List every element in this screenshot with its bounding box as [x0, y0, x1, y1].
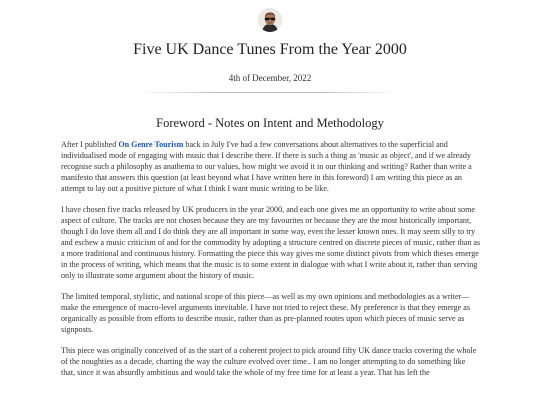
- section-heading: Foreword - Notes on Intent and Methodology: [156, 116, 384, 130]
- page-title: Five UK Dance Tunes From the Year 2000: [133, 41, 407, 58]
- paragraph-1: [61, 139, 481, 194]
- article-body: [61, 139, 481, 388]
- paragraph-2: I have chosen five tracks released by UK producers in the year 2000, and each one gives me an opportunity to write about some aspect of culture. The tracks are not chosen because they are my favourites or because they are the most historically important, though I do love them all and I do think they are all important in some way, even the lesser known ones. It may seem silly to try and eschew a music criticism of and for the commodity by adopting a structure centred on discrete pieces of music, rather than as a more traditional and continuous history. Formatting the piece this way gives me some distinct pivots from which theses emerge in the process of writing, which means that the music is to some extent in dialogue with what I write about it, rather than serving only to illustrate some argument about the history of music.: [61, 205, 481, 280]
- on-genre-tourism-link[interactable]: On Genre Tourism: [118, 140, 184, 149]
- publish-date: 4th of December, 2022: [228, 73, 312, 83]
- paragraph-4: This piece was originally conceived of as the start of a coherent project to pick around fifty UK dance tracks covering the whole of the noughties as a decade, charting the way the culture evolved over time.. I am no longer attempting to do something like that, since it was absurdly ambitious and would take the whole of my free time for at least a year. That has left the: [61, 346, 477, 377]
- avatar-portrait-icon: [258, 8, 282, 32]
- author-avatar[interactable]: [258, 8, 282, 32]
- paragraph-1-intro: After I published: [61, 140, 119, 149]
- paragraph-3: The limited temporal, stylistic, and national scope of this piece—as well as my own opinions and methodologies as a writer—make the emergence of macro-level arguments inevitable. I have not tried to reject these. My preference is that they emerge as organically as possible from efforts to describe music, rather than as pre-planned routes upon which pieces of music serve as signposts.: [61, 292, 471, 334]
- title-divider: [140, 92, 400, 93]
- paragraph-1-rest: back in July I've had a few conversations about alternatives to the superficial and individualised mode of engaging with music that I describe there. If there is such a thing as 'music as object', and if we already recognise such a philosophy as anathema to our values, how might we avoid it in our thinking and writing? Rather than write a manifesto that answers this question (at least beyond what I have written here in this foreword) I am writing this piece as an attempt to lay out a positive picture of what I think I want music writing to be like.: [61, 140, 472, 193]
